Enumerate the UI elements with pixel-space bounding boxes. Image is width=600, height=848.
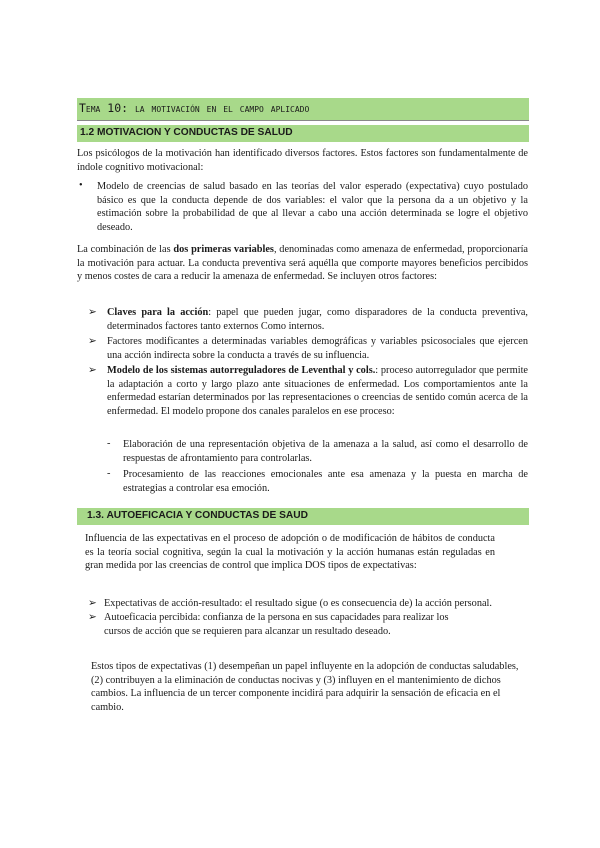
section-intro: Influencia de las expectativas en el proceso de adopción o de modificación de hábitos de conducta es la teoría social cognitiva, según la cual la motivación y la acción humanas están reguladas en gran medida por las creencias de control que implica DOS tipos de expectativas:: [85, 533, 495, 572]
dash-marker: -: [107, 438, 111, 449]
arrow-item: [107, 306, 528, 333]
arrow-item-text: : proceso autorregulador que permite la adaptación a corto y largo plazo ante situaciones de enfermedad. Los comportamientos ante la enfermedad estarían determinados por las representaciones o creencias de sentido común acerca de la enfermedad. El modelo propone dos canales paralelos en ese proceso:: [107, 365, 529, 418]
arrow-item: Factores modificantes a determinadas variables demográficas y variables psicosociales que ejercen una acción indirecta sobre la conducta a través de su influencia.: [107, 336, 528, 361]
section-heading-bar: [77, 125, 529, 142]
arrow-marker: ➢: [88, 365, 97, 376]
arrow-marker: ➢: [88, 612, 97, 623]
arrow-item-bold: Claves para la acción: [107, 307, 209, 318]
paragraph: [77, 243, 528, 284]
section-heading: 1.2 MOTIVACION Y CONDUCTAS DE SALUD: [80, 127, 293, 138]
page-title-banner: [77, 98, 529, 120]
dash-item: Procesamiento de las reacciones emocionales ante esa amenaza y la puesta en marcha de estrategias a controlar esa emoción.: [123, 469, 528, 494]
title-divider: [77, 120, 529, 121]
arrow-item: Expectativas de acción-resultado: el resultado sigue (o es consecuencia de) la acción personal.: [104, 598, 492, 609]
section-heading: 1.3. AUTOEFICACIA Y CONDUCTAS DE SAUD: [87, 510, 308, 521]
dash-marker: -: [107, 468, 111, 479]
section-intro: Los psicólogos de la motivación han identificado diversos factores. Estos factores son fundamentalmente de índole cognitivo motivacional:: [77, 148, 528, 173]
arrow-marker: ➢: [88, 307, 97, 318]
arrow-item-text: : papel que pueden jugar, como disparadores de la conducta preventiva, determinados factores tanto externos Como internos.: [107, 307, 528, 332]
arrow-marker: ➢: [88, 598, 97, 609]
bullet-marker: •: [79, 180, 83, 191]
arrow-item: [107, 364, 528, 419]
arrow-item: Autoeficacia percibida: confianza de la persona en sus capacidades para realizar los cursos de acción que se requieren para alcanzar un resultado deseado.: [104, 612, 449, 637]
bullet-item: Modelo de creencias de salud basado en las teorías del valor esperado (expectativa) cuyo postulado básico es que la conducta depende de dos variables: el valor que la persona da a un objetivo y la estimación sobre la probabilidad de que al llevar a cabo una acción determinada se logre el objetivo deseado.: [97, 181, 528, 234]
page-title: Tema 10: la motivación en el campo aplicado: [79, 101, 310, 115]
arrow-item-bold: Modelo de los sistemas autorreguladores de Leventhal y cols.: [107, 365, 376, 376]
closing-paragraph: Estos tipos de expectativas (1) desempeñan un papel influyente en la adopción de conductas saludables, (2) contribuyen a la eliminación de conductas nocivas y (3) influyen en el mantenimiento de dichos cambios. La influencia de un tercer componente incidirá para adquirir la sensación de eficacia en el cambio.: [91, 661, 519, 714]
dash-item: Elaboración de una representación objetiva de la amenaza a la salud, así como el desarrollo de respuestas de afrontamiento para controlarlas.: [123, 439, 528, 464]
paragraph-text: La combinación de las: [77, 244, 174, 255]
section-heading-bar: [77, 508, 529, 525]
paragraph-text: , denominadas como amenaza de enfermedad, proporcionaría la motivación para actuar. La conducta preventiva será aquélla que comporte mayores beneficios percibidos y menos costes de cara a reducir la amenaza de enfermedad. Se incluyen otros factores:: [77, 244, 528, 283]
arrow-marker: ➢: [88, 336, 97, 347]
paragraph-bold-text: dos primeras variables: [173, 244, 274, 255]
